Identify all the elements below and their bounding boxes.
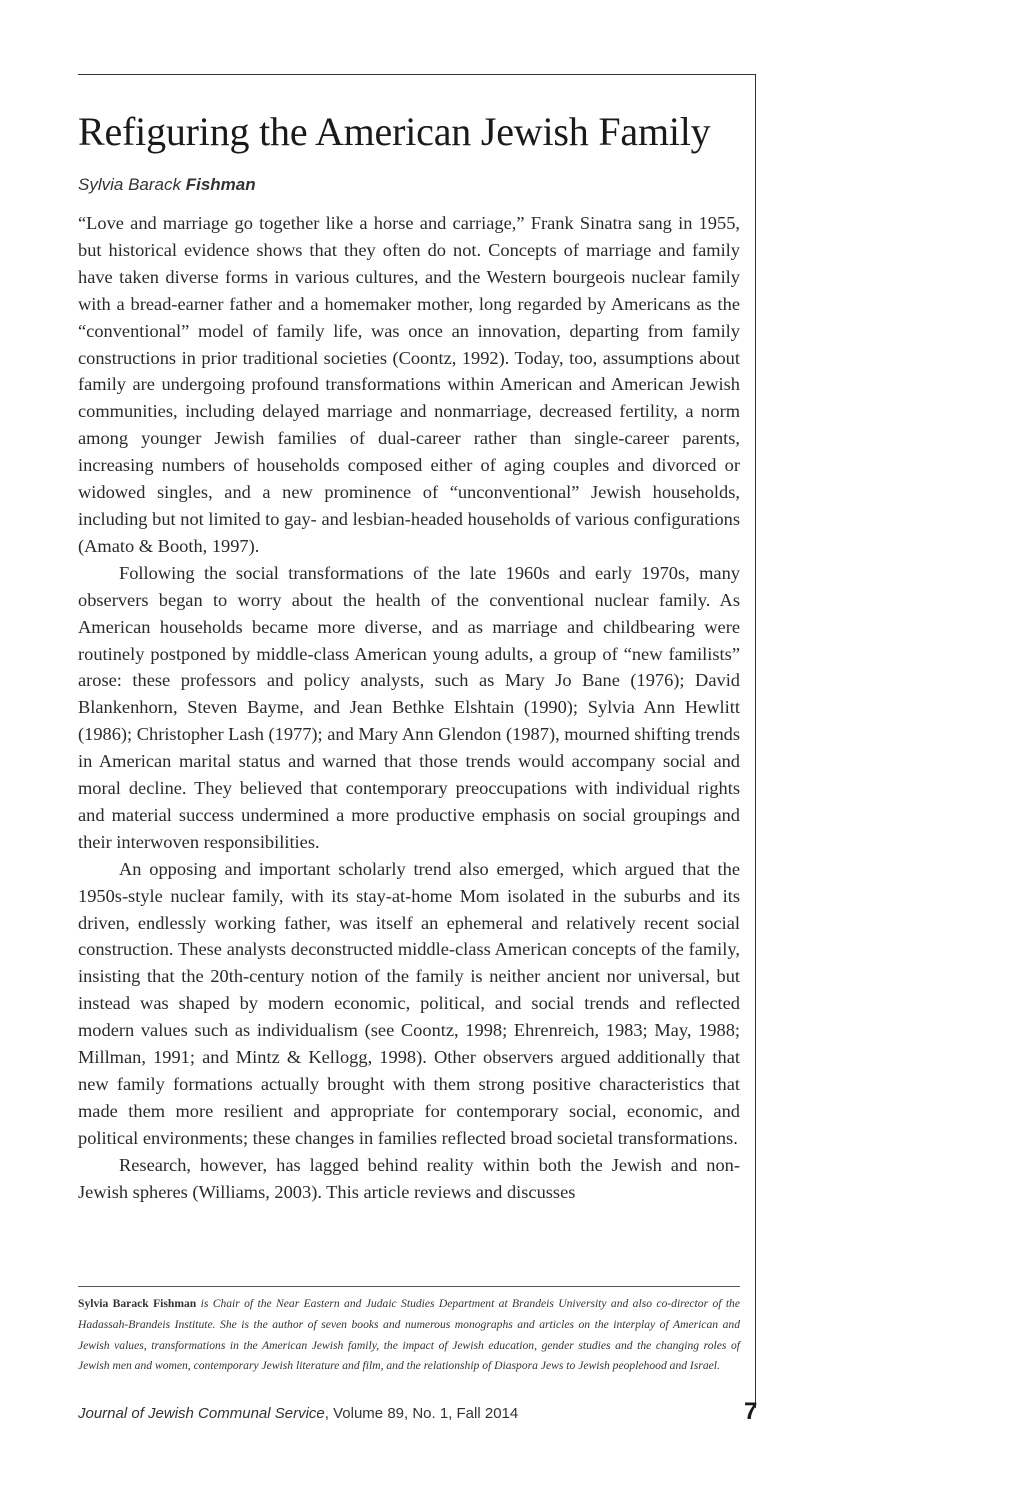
- footnote-rule: [78, 1286, 740, 1287]
- body-paragraph-1: “Love and marriage go together like a horse and carriage,” Frank Sinatra sang in 1955, but historical evidence shows that they often do not. Concepts of marriage and family have taken diverse forms in various cultures, and the Western bourgeois nuclear family with a bread-earner father and a homemaker mother, long regarded by Americans as the “conventional” model of family life, was once an innovation, departing from family constructions in prior traditional societies (Coontz, 1992). Today, too, assumptions about family are undergoing profound transformations within American and American Jewish communities, including delayed marriage and nonmarriage, decreased fertility, a norm among younger Jewish families of dual-career rather than single-career parents, increasing numbers of households composed either of aging couples and divorced or widowed singles, and a new prominence of “unconventional” Jewish households, including but not limited to gay- and lesbian-headed households of various configurations (Amato & Booth, 1997).: [78, 213, 740, 556]
- page-number: 7: [744, 1398, 758, 1425]
- body-paragraph-2: Following the social transformations of the late 1960s and early 1970s, many observers began to worry about the health of the conventional nuclear family. As American households became more diverse, and as marriage and childbearing were routinely postponed by middle-class American young adults, a group of “new familists” arose: these professors and policy analysts, such as Mary Jo Bane (1976); David Blankenhorn, Steven Bayme, and Jean Bethke Elshtain (1990); Sylvia Ann Hewlitt (1986); Christopher Lash (1977); and Mary Ann Glendon (1987), mourned shifting trends in American marital status and warned that those trends would accompany social and moral decline. They believed that contemporary preoccupations with individual rights and material success undermined a more productive emphasis on social groupings and their interwoven responsibilities.: [78, 562, 740, 852]
- article-title: Refiguring the American Jewish Family: [78, 109, 711, 154]
- journal-issue: , Volume 89, No. 1, Fall 2014: [324, 1405, 519, 1422]
- author-surname: Fishman: [185, 175, 256, 194]
- body-paragraph-3: An opposing and important scholarly trend also emerged, which argued that the 1950s-style nuclear family, with its stay-at-home Mom isolated in the suburbs and its driven, endlessly working father, was itself an ephemeral and relatively recent social construction. These analysts deconstructed middle-class American concepts of the family, insisting that the 20th-century notion of the family is neither ancient nor universal, but instead was shaped by modern economic, political, and social trends and reflected modern values such as individualism (see Coontz, 1998; Ehrenreich, 1983; May, 1988; Millman, 1991; and Mintz & Kellogg, 1998). Other observers argued additionally that new family formations actually brought with them strong positive characteristics that made them more resilient and appropriate for contemporary social, economic, and political environments; these changes in families reflected broad societal transformations.: [78, 858, 740, 1148]
- author-given-name: Sylvia Barack: [78, 175, 181, 194]
- journal-footer: [78, 1404, 518, 1424]
- article-body: [78, 210, 740, 1206]
- top-rule: [78, 74, 756, 75]
- author-footnote: [78, 1294, 740, 1377]
- body-paragraph-4: Research, however, has lagged behind reality within both the Jewish and non-Jewish spheres (Williams, 2003). This article reviews and discusses: [78, 1154, 740, 1202]
- footnote-author-name: Sylvia Barack Fishman: [78, 1297, 197, 1310]
- footnote-text: is Chair of the Near Eastern and Judaic Studies Department at Brandeis University and also co-director of the Hadassah-Brandeis Institute. She is the author of seven books and numerous monographs and articles on the interplay of American and Jewish values, transformations in the American Jewish family, the impact of Jewish education, gender studies and the changing roles of Jewish men and women, contemporary Jewish literature and film, and the relationship of Diaspora Jews to Jewish peoplehood and Israel.: [78, 1297, 740, 1373]
- journal-name: Journal of Jewish Communal Service: [78, 1405, 325, 1422]
- side-rule: [755, 74, 756, 1408]
- author-byline: [78, 174, 256, 196]
